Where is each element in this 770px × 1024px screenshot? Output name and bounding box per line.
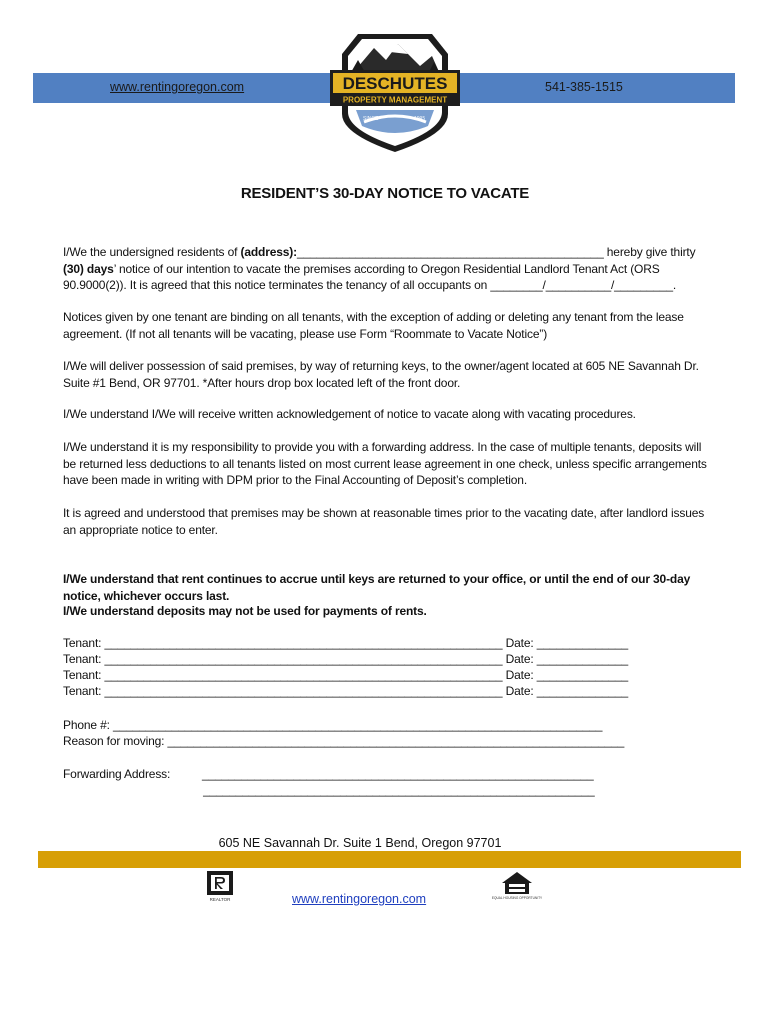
paragraph-possession: I/We will deliver possession of said premises, by way of returning keys, to the owner/agent located at 605 NE Savannah Dr. Suite #1 Bend, OR 97701. *After hours drop box located left of the front door. (63, 359, 699, 390)
p1-text-c: _______________________________________________ hereby give thirty (296, 245, 696, 259)
logo-year: 1995 (414, 116, 426, 122)
p1-address-label: (address): (240, 245, 297, 259)
paragraph-forwarding: I/We understand it is my responsibility to provide you with a forwarding address. In the case of multiple tenants, deposits will be returned less deductions to all tenants listed on most current lease agreement in one check, unless specific arrangements have been made in writing with DPM prior to the Final Accounting of Deposit’s completion. (63, 440, 707, 487)
paragraph-showing: It is agreed and understood that premises may be shown at reasonable times prior to the vacating date, after landlord issues an appropriate notice to enter. (63, 506, 705, 537)
p1-days-label: (30) days (63, 261, 114, 276)
forwarding-address-field-2[interactable]: ____________________________________________________________ (63, 783, 595, 797)
tenant-signature-line-4[interactable]: Tenant: _____________________________________________________________ Date: ______________ (63, 684, 629, 698)
forwarding-address-field-1[interactable]: Forwarding Address: ____________________________________________________________ (63, 767, 594, 781)
phone-field[interactable]: Phone #: ___________________________________________________________________________ (63, 718, 603, 732)
p7-text: I/We understand that rent continues to accrue until keys are returned to your office, or until the end of our 30-day notice, whichever occurs last. (63, 572, 691, 603)
paragraph-binding: Notices given by one tenant are binding on all tenants, with the exception of adding or deleting any tenant from the lease agreement. (If not all tenants will be vacating, please use Form “Roommate to Vacate Notice”) (63, 310, 684, 341)
footer-gold-band (38, 851, 741, 868)
footer-address: 605 NE Savannah Dr. Suite 1 Bend, Oregon 97701 (218, 836, 502, 850)
p1-text-a: I/We the undersigned residents of (63, 245, 241, 259)
tenant-signature-line-1[interactable]: Tenant: _____________________________________________________________ Date: ______________ (63, 636, 629, 650)
paragraph-acknowledgement: I/We understand I/We will receive written acknowledgement of notice to vacate along with vacating procedures. (63, 407, 636, 421)
footer-website-link[interactable]: www.rentingoregon.com (292, 892, 427, 906)
reason-for-moving-field[interactable]: Reason for moving: ______________________________________________________________________ (63, 734, 625, 748)
eho-label: EQUAL HOUSING OPPORTUNITY (491, 896, 543, 900)
realtor-label: REALTOR (209, 897, 231, 902)
paragraph-rent-accrue (63, 571, 713, 604)
header-website-link[interactable]: www.rentingoregon.com (110, 80, 245, 94)
tenant-signature-line-3[interactable]: Tenant: _____________________________________________________________ Date: ______________ (63, 668, 629, 682)
tenant-signature-line-2[interactable]: Tenant: _____________________________________________________________ Date: ______________ (63, 652, 629, 666)
mountain-logo-icon (328, 26, 462, 154)
equal-housing-icon (491, 870, 543, 902)
header-phone: 541-385-1515 (545, 80, 623, 94)
p1-text-e: ’ notice of our intention to vacate the premises according to Oregon Residential Landlord Tenant Act (ORS 90.9000(2)). It is agreed that this notice terminates the tenancy of all occupants on ________/__________/_________. (63, 261, 677, 292)
p8-text: I/We understand deposits may not be used for payments of rents. (63, 604, 427, 618)
logo-since: SINCE (363, 116, 379, 122)
logo-tagline: PROPERTY MANAGEMENT (342, 95, 448, 105)
paragraph-notice (63, 244, 713, 294)
realtor-r-icon (205, 870, 235, 902)
logo-name: DESCHUTES (342, 74, 448, 93)
paragraph-deposits (63, 603, 713, 620)
page-title: RESIDENT’S 30-DAY NOTICE TO VACATE (240, 185, 530, 202)
